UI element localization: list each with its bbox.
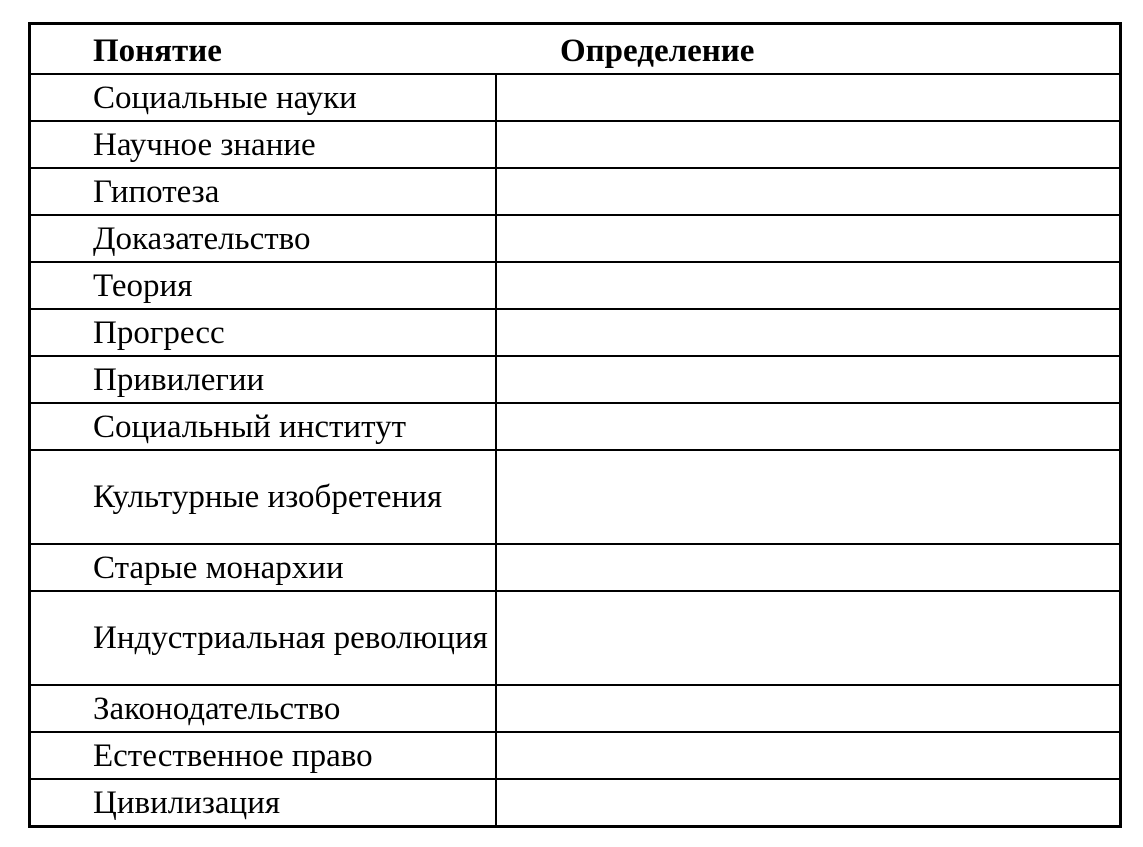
term-cell: Культурные изобретения xyxy=(31,450,496,544)
glossary-table xyxy=(31,25,1119,825)
term-cell: Доказательство xyxy=(31,215,496,262)
table-row xyxy=(31,168,1119,215)
definition-cell[interactable] xyxy=(496,309,1119,356)
term-cell: Привилегии xyxy=(31,356,496,403)
table-row xyxy=(31,403,1119,450)
definition-cell[interactable] xyxy=(496,74,1119,121)
definition-cell[interactable] xyxy=(496,591,1119,685)
term-cell: Естественное право xyxy=(31,732,496,779)
term-cell: Цивилизация xyxy=(31,779,496,825)
table-row xyxy=(31,544,1119,591)
term-cell: Гипотеза xyxy=(31,168,496,215)
definition-cell[interactable] xyxy=(496,168,1119,215)
definition-cell[interactable] xyxy=(496,544,1119,591)
table-row xyxy=(31,121,1119,168)
term-cell: Старые монархии xyxy=(31,544,496,591)
table-row xyxy=(31,450,1119,544)
table-row xyxy=(31,591,1119,685)
definition-column-header: Определение xyxy=(496,25,1119,74)
definition-cell[interactable] xyxy=(496,356,1119,403)
term-column-header: Понятие xyxy=(31,25,496,74)
table-row xyxy=(31,262,1119,309)
table-row xyxy=(31,309,1119,356)
definition-cell[interactable] xyxy=(496,121,1119,168)
definition-cell[interactable] xyxy=(496,685,1119,732)
definition-cell[interactable] xyxy=(496,732,1119,779)
term-cell: Теория xyxy=(31,262,496,309)
definition-cell[interactable] xyxy=(496,450,1119,544)
table-row xyxy=(31,215,1119,262)
definition-cell[interactable] xyxy=(496,779,1119,825)
term-cell: Социальный институт xyxy=(31,403,496,450)
header-row xyxy=(31,25,1119,74)
table-row xyxy=(31,779,1119,825)
term-cell: Научное знание xyxy=(31,121,496,168)
table-row xyxy=(31,74,1119,121)
table-row xyxy=(31,732,1119,779)
definition-cell[interactable] xyxy=(496,215,1119,262)
table-row xyxy=(31,685,1119,732)
term-cell: Прогресс xyxy=(31,309,496,356)
term-cell: Законодательство xyxy=(31,685,496,732)
glossary-worksheet xyxy=(28,22,1122,828)
definition-cell[interactable] xyxy=(496,403,1119,450)
table-row xyxy=(31,356,1119,403)
definition-cell[interactable] xyxy=(496,262,1119,309)
term-cell: Индустриальная революция xyxy=(31,591,496,685)
term-cell: Социальные науки xyxy=(31,74,496,121)
